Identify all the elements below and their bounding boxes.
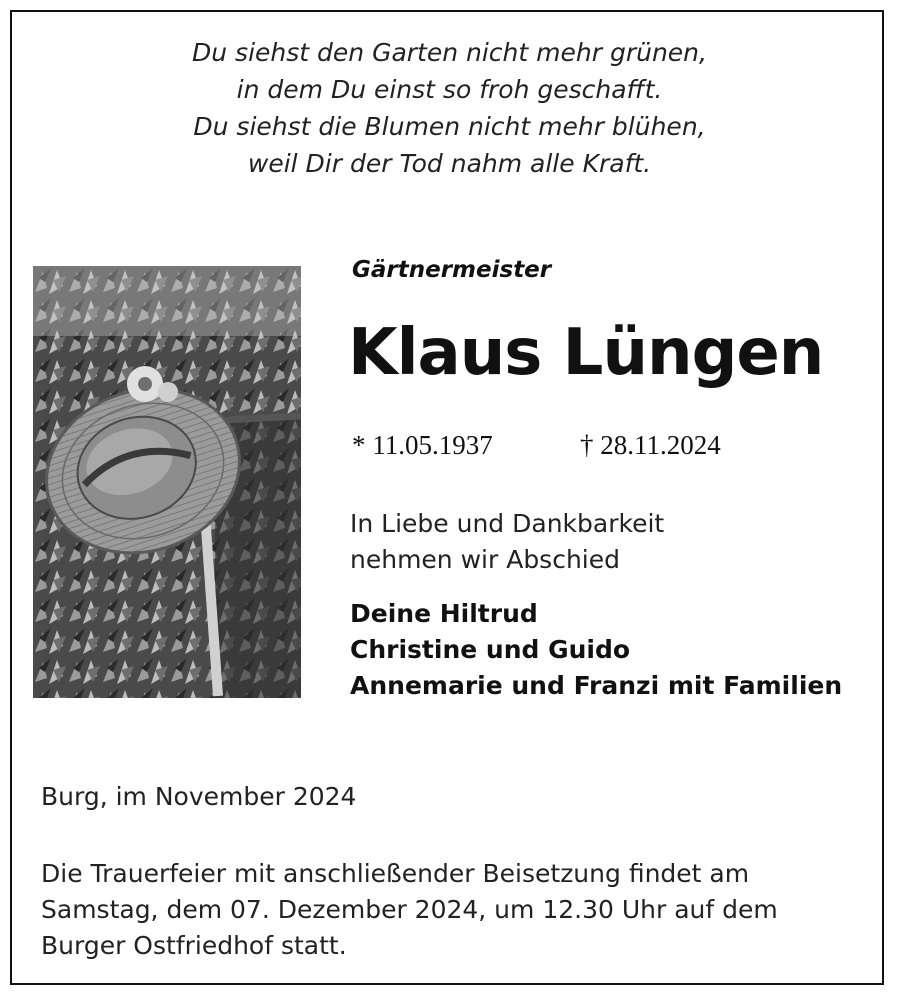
funeral-notice	[41, 856, 778, 964]
farewell-line: In Liebe und Dankbarkeit	[350, 509, 665, 538]
mourner-name: Annemarie und Franzi mit Familien	[350, 671, 843, 700]
deceased-name: Klaus Lüngen	[348, 316, 824, 390]
funeral-line: Burger Ostfriedhof statt.	[41, 931, 347, 960]
poem-line: in dem Du einst so froh geschafft.	[236, 75, 663, 104]
farewell-line: nehmen wir Abschied	[350, 545, 620, 574]
straw-hat-photo	[33, 266, 301, 698]
memorial-poem	[0, 34, 899, 182]
mourners-list	[350, 596, 842, 704]
poem-line: Du siehst den Garten nicht mehr grünen,	[192, 38, 707, 67]
farewell-text	[350, 506, 664, 578]
memorial-photo	[33, 266, 301, 698]
mourner-name: Deine Hiltrud	[350, 599, 538, 628]
deceased-title: Gärtnermeister	[352, 257, 552, 283]
poem-line: weil Dir der Tod nahm alle Kraft.	[247, 149, 652, 178]
mourner-name: Christine und Guido	[350, 635, 631, 664]
poem-line: Du siehst die Blumen nicht mehr blühen,	[193, 112, 706, 141]
death-date: † 28.11.2024	[580, 430, 721, 460]
funeral-line: Die Trauerfeier mit anschließender Beisetzung findet am	[41, 859, 750, 888]
funeral-line: Samstag, dem 07. Dezember 2024, um 12.30 Uhr auf dem	[41, 895, 778, 924]
birth-date: * 11.05.1937	[352, 430, 493, 460]
place-and-date: Burg, im November 2024	[41, 782, 357, 811]
